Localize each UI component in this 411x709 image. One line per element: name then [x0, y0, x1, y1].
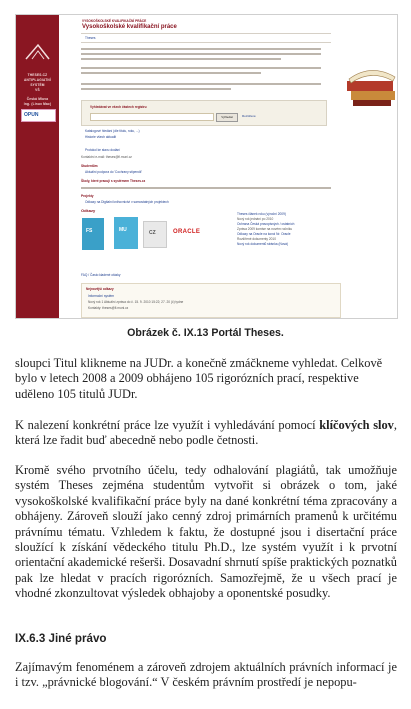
search-input[interactable] — [90, 113, 214, 121]
search-label: Vyhledávat ve všech částech registru — [90, 105, 147, 109]
section-heading: IX.6.3 Jiné právo — [15, 632, 107, 645]
search-panel — [81, 100, 327, 126]
odkazy-item[interactable]: Nový rok dokumentů stránka (Nová) — [237, 242, 289, 246]
paragraph-text: K nalezení konkrétní práce lze využít i vyhledávání pomocí klíčových slov, která lze řadit buď abecedně nebo podle četnosti. — [15, 418, 397, 448]
students-link[interactable]: Aktuální podpora do 'Cochrany stipendií' — [85, 170, 143, 174]
paragraph-line: uděleno 105 titulů JUDr. — [15, 386, 138, 401]
sidebar-line: SYSTÉM — [30, 83, 45, 87]
students-heading: Studentům — [81, 164, 98, 168]
intro-text-line — [81, 53, 321, 55]
sidebar-line: VŠ — [35, 88, 40, 92]
schools-heading: Školy, které pracují s systémem Theses.cz — [81, 179, 146, 183]
advanced-search-link[interactable]: Rozšířené — [242, 114, 256, 118]
news-history-link[interactable]: Historie všech aktualit — [85, 135, 117, 139]
paragraph-line: sloupci Titul klikneme na JUDr. a konečně zmáčkneme vyhledat. Celkově — [15, 356, 383, 370]
books-illustration-icon — [343, 61, 398, 113]
figure-screenshot — [15, 14, 398, 319]
odkazy-item: Rozšířené dokumenty 2010 — [237, 237, 276, 241]
news-panel — [81, 283, 341, 318]
sidebar-line: Česká Mluva — [26, 97, 49, 101]
sidebar-line: ANTIPLAGIATNÍ — [24, 78, 51, 82]
top-link[interactable]: Theses — [85, 36, 96, 40]
divider — [81, 42, 331, 43]
news-item: Kontakty: theses@fi.muni.cz — [88, 306, 129, 310]
partner-logo[interactable] — [81, 217, 105, 251]
theses-logo-icon — [22, 43, 53, 61]
protocol-link[interactable]: Protokol ke stavu dodání — [85, 148, 121, 152]
search-button[interactable]: Vyhledat — [216, 113, 238, 122]
faq-link[interactable]: FAQ / Často kladené otázky — [81, 273, 121, 277]
paragraph-2 — [15, 418, 397, 449]
sidebar-line: THESES.CZ — [27, 73, 48, 77]
news-title: Nejnovější odkazy — [86, 287, 114, 291]
catalog-search-link[interactable]: Katalogové hledání (dle titulu, roku, ...) — [85, 129, 140, 133]
paragraph-line: bylo v letech 2008 a 2009 obhájeno 105 rigorózních prací, respektive — [15, 371, 359, 386]
news-item: Nový rok 1 Aktuální zpráva do č. 15. 9. 2010 15:22; 27. 20 (č) tydne — [88, 300, 184, 304]
intro-text-line — [81, 58, 281, 60]
projects-link[interactable]: Odkazy na Digitalní knihovnictví v samostatných projektech — [85, 200, 169, 204]
intro-text-line — [81, 48, 321, 50]
projects-heading: Projekty — [81, 194, 94, 198]
contact-email: Kontaktní e-mail: theses@fi.muni.cz — [81, 155, 132, 159]
odkazy-item[interactable]: Ochrana Česká pravopisných / ostatních — [237, 222, 295, 226]
paragraph-4: Zajímavým fenoménem a zároveň zdrojem aktuálních právních informací je i tzv. „právnické blogování.“ V českém právním prostředí je nepopu- — [15, 660, 397, 690]
intro-text-line — [81, 67, 321, 69]
partner-logos — [81, 211, 339, 261]
odkazy-item[interactable]: Theses článek roku (výroční 2009) — [237, 212, 286, 216]
page-title: Vysokoškolské kvalifikační práce — [82, 24, 177, 30]
figure-caption: Obrázek č. IX.13 Portál Theses. — [127, 327, 284, 339]
partner-logo-label: CZ — [149, 230, 156, 236]
partner-logo[interactable] — [143, 221, 167, 248]
intro-text-line — [81, 83, 321, 85]
top-small-title: VYSOKOŠKOLSKÉ KVALIFIKAČNÍ PRÁCE — [82, 19, 147, 23]
partner-logo-label: MU — [119, 227, 127, 233]
portal-sidebar — [16, 15, 59, 318]
portal-main — [59, 15, 397, 318]
partner-logo[interactable] — [114, 217, 138, 249]
odkazy-item: Zpráva 2009 komise na novém ročníku — [237, 227, 293, 231]
oracle-logo[interactable]: ORACLE — [173, 229, 201, 235]
links-heading: Odkazy — [81, 208, 96, 213]
sidebar-badge — [21, 109, 56, 122]
odkazy-item: Nový rok jednání po 2010 — [237, 217, 274, 221]
sidebar-badge-label: OPUN — [24, 112, 39, 118]
intro-text-line — [81, 88, 231, 90]
schools-text-line — [81, 187, 331, 189]
sidebar-line: Ing. (Linux Mac) — [23, 102, 52, 106]
paragraph-1 — [15, 356, 397, 402]
divider — [81, 33, 331, 34]
news-item[interactable]: Informační systém — [88, 294, 115, 298]
partner-logo-label: FS — [86, 228, 93, 234]
odkazy-item[interactable]: Odkazy na Oracle na konci Nr. Oracle — [237, 232, 291, 236]
intro-text-line — [81, 72, 261, 74]
paragraph-3: Kromě svého prvotního účelu, tedy odhalování plagiátů, tak umožňuje systém Theses zejména studentům vytvořit si obrázek o tom, jaké vysokoškolské kvalifikační práce byly na dané konkrétní téma zpracovány a obhájeny. Zároveň slouží jako cenný zdroj primárních pramenů k určitému právnímu tématu. Vzhledem k faktu, že dostupné jsou i disertační práce sloužící k získání vědeckého titulu Ph.D., lze systém využít i k prvotní orientační akademické rešerši. Dosavadní shrnutí spíše praktických poznatků pak lze hledat v pracích rigorózních. Samozřejmě, že u všech prací je vhodné zkonzultovat výsledek obhajoby a oponentské posudky. — [15, 463, 397, 601]
